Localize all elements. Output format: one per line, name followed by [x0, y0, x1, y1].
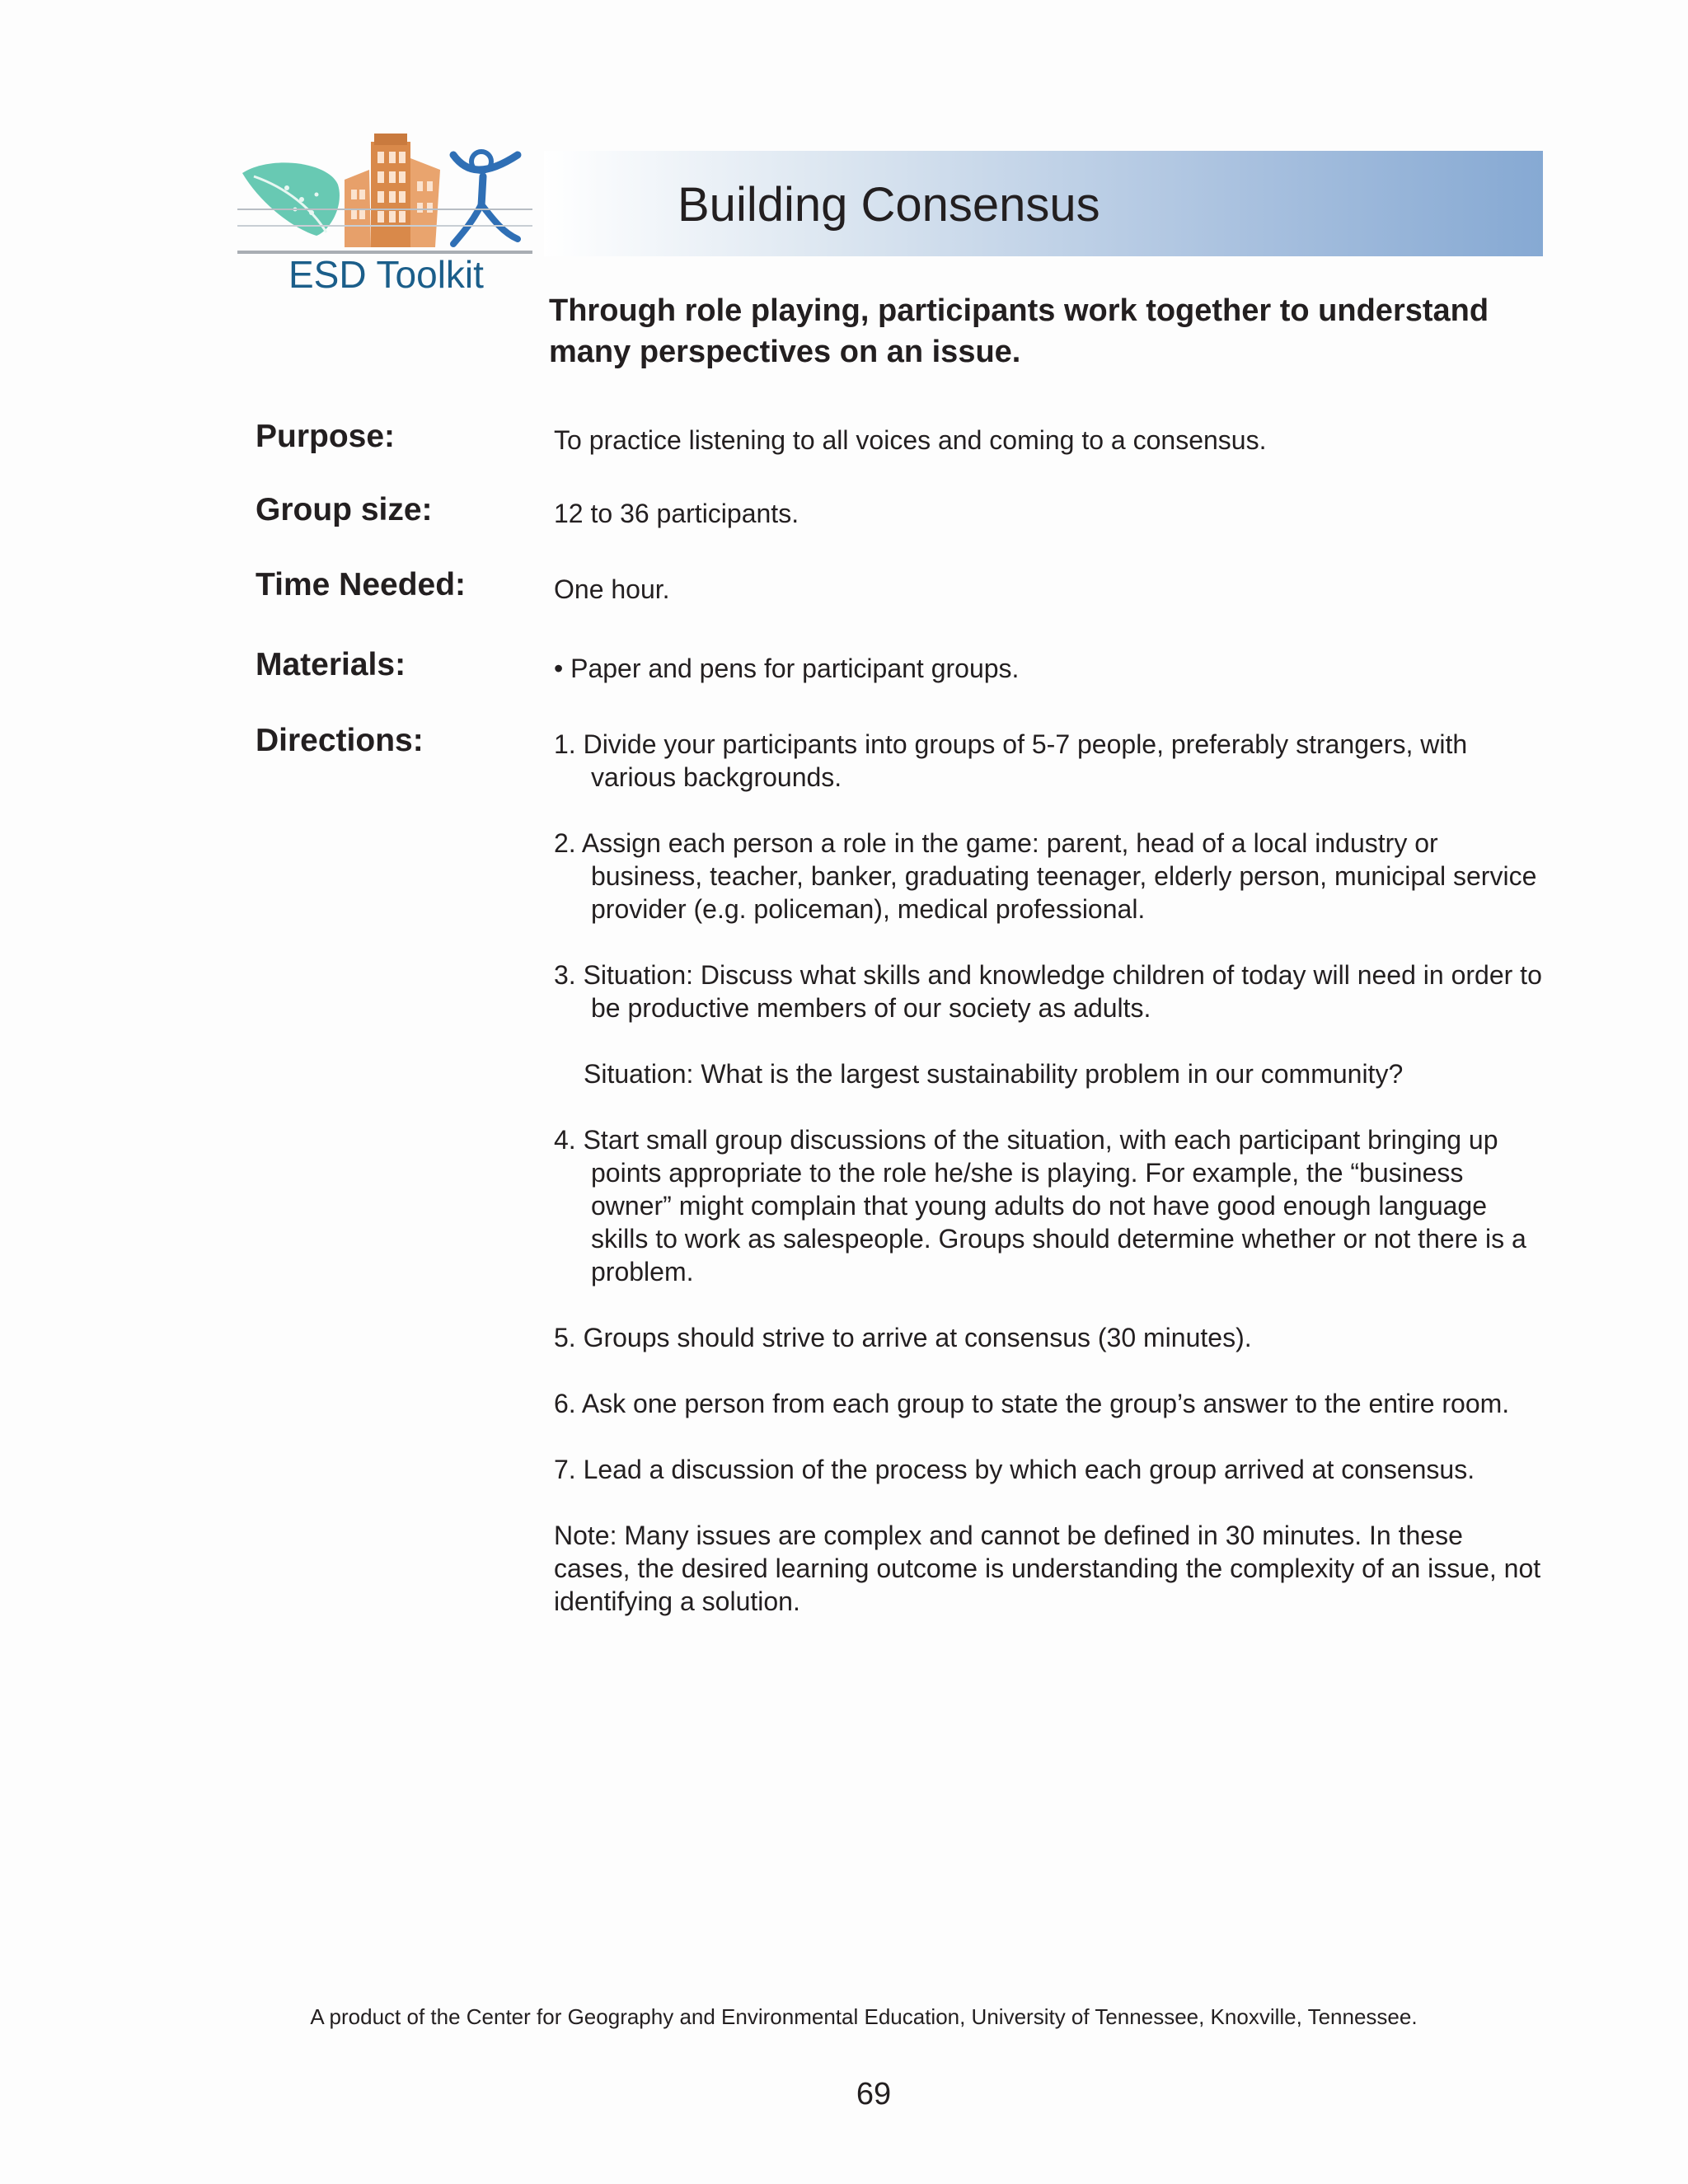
directions-note: Note: Many issues are complex and cannot be defined in 30 minutes. In these cases, the desired learning outcome is understanding the complexity of an issue, not identifying a solution.: [554, 1521, 1541, 1616]
time-needed-value: One hour.: [554, 574, 670, 604]
leaf-icon: [242, 162, 340, 236]
footer-credit: A product of the Center for Geography and Environmental Education, University of Tennessee, Knoxville, Tennessee.: [310, 2004, 1418, 2029]
materials-label: Materials:: [256, 647, 406, 682]
group-size-label: Group size:: [256, 492, 433, 527]
logo-graphic: [237, 130, 532, 254]
page-title: Building Consensus: [678, 178, 1100, 232]
esd-toolkit-logo: [237, 130, 532, 303]
page-subtitle: Through role playing, participants work together to understand many perspectives on an issue.: [549, 293, 1489, 369]
direction-step: 2. Assign each person a role in the game: parent, head of a local industry or business, teacher, banker, graduating teenager, elderly person, municipal service provider (e.g. policeman), medical professional.: [554, 828, 1537, 924]
page-number: 69: [856, 2077, 892, 2111]
person-icon: [453, 152, 518, 244]
direction-step: 1. Divide your participants into groups of 5-7 people, preferably strangers, with various backgrounds.: [554, 729, 1468, 792]
purpose-label: Purpose:: [256, 419, 396, 454]
direction-step: 6. Ask one person from each group to state the group’s answer to the entire room.: [554, 1389, 1510, 1418]
direction-step: 3. Situation: Discuss what skills and knowledge children of today will need in order to be productive members of our society as adults.: [554, 960, 1542, 1023]
logo-text: ESD Toolkit: [288, 253, 484, 296]
purpose-value: To practice listening to all voices and coming to a consensus.: [554, 425, 1267, 455]
title-banner: [544, 151, 1543, 256]
buildings-icon: [345, 134, 440, 247]
direction-step: 7. Lead a discussion of the process by which each group arrived at consensus.: [554, 1455, 1475, 1484]
directions-list: [554, 728, 1543, 1618]
directions-label: Directions:: [256, 723, 424, 758]
materials-value: • Paper and pens for participant groups.: [554, 654, 1020, 683]
time-needed-label: Time Needed:: [256, 567, 467, 602]
direction-step: 4. Start small group discussions of the situation, with each participant bringing up points appropriate to the role he/she is playing. For example, the “business owner” might complain that young adults do not have good enough language skills to work as salespeople. Groups should determine whether or not there is a problem.: [554, 1125, 1526, 1286]
group-size-value: 12 to 36 participants.: [554, 499, 799, 528]
direction-step: Situation: What is the largest sustainability problem in our community?: [584, 1059, 1404, 1089]
direction-step: 5. Groups should strive to arrive at consensus (30 minutes).: [554, 1323, 1252, 1352]
